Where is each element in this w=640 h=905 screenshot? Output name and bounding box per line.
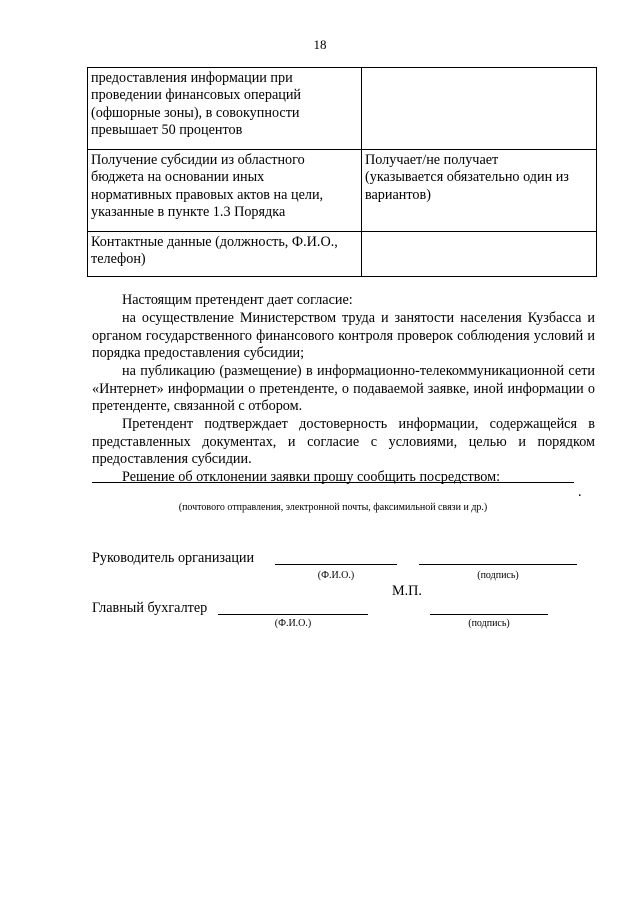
rejection-method-line[interactable] [92,482,574,483]
table-cell-right-empty[interactable] [362,232,597,277]
consent-intro: Настоящим претендент дает согласие: [122,292,353,308]
cell-line: Контактные данные (должность, Ф.И.О., [91,234,338,250]
applicant-info-table [87,67,597,277]
table-cell-left [88,150,362,232]
cell-line: Получает/не получает [365,152,499,168]
consent-item-inspection: на осуществление Министерством труда и занятости населения Кузбасса и органом государственного финансового контроля проверок соблюдения условий и порядка предоставления субсидии; [92,310,595,362]
cell-line: Получение субсидии из областного [91,152,305,168]
consent-item-publication: на публикацию (размещение) в информационно-телекоммуникационной сети «Интернет» информации о претенденте, о подаваемой заявке, иной информации о претенденте, связанной с отбором. [92,363,595,415]
rejection-method-caption: (почтового отправления, электронной почты, факсимильной связи и др.) [178,502,488,513]
cell-line: проведении финансовых операций [91,87,302,104]
head-signature-caption: (подпись) [477,570,519,581]
table-row [88,150,597,232]
cell-line: (офшорные зоны), в совокупности [91,104,300,121]
page-number: 18 [313,37,327,52]
rejection-line-end: . [578,484,582,500]
accountant-signature-line[interactable] [430,614,548,615]
accountant-signature-caption: (подпись) [468,618,510,629]
accountant-fio-caption: (Ф.И.О.) [274,618,312,629]
table-cell-left [88,232,362,277]
cell-line: нормативных правовых актов на цели, [91,186,324,203]
table-cell-right[interactable] [362,150,597,232]
head-fio-line[interactable] [275,564,397,565]
cell-line: вариантов) [365,186,431,203]
cell-line: (указывается обязательно один из [365,169,569,186]
confirmation-paragraph: Претендент подтверждает достоверность информации, содержащейся в представленных документах, и согласие с условиями, целью и порядком предоставления субсидии. [92,416,595,468]
stamp-placeholder: М.П. [392,583,422,599]
table-row [88,68,597,150]
cell-line: превышает 50 процентов [91,121,243,138]
cell-line: бюджета на основании иных [91,169,265,186]
rejection-notice-text: Решение об отклонении заявки прошу сообщить посредством: [122,469,501,485]
head-signature-line[interactable] [419,564,577,565]
cell-line: предоставления информации при [91,70,293,86]
table-cell-left [88,68,362,150]
cell-line: указанные в пункте 1.3 Порядка [91,203,286,220]
cell-line: телефон) [91,251,146,268]
head-of-organization-label: Руководитель организации [92,550,255,566]
accountant-fio-line[interactable] [218,614,368,615]
chief-accountant-label: Главный бухгалтер [92,600,208,616]
table-cell-right-empty[interactable] [362,68,597,150]
table-row [88,232,597,277]
head-fio-caption: (Ф.И.О.) [317,570,355,581]
